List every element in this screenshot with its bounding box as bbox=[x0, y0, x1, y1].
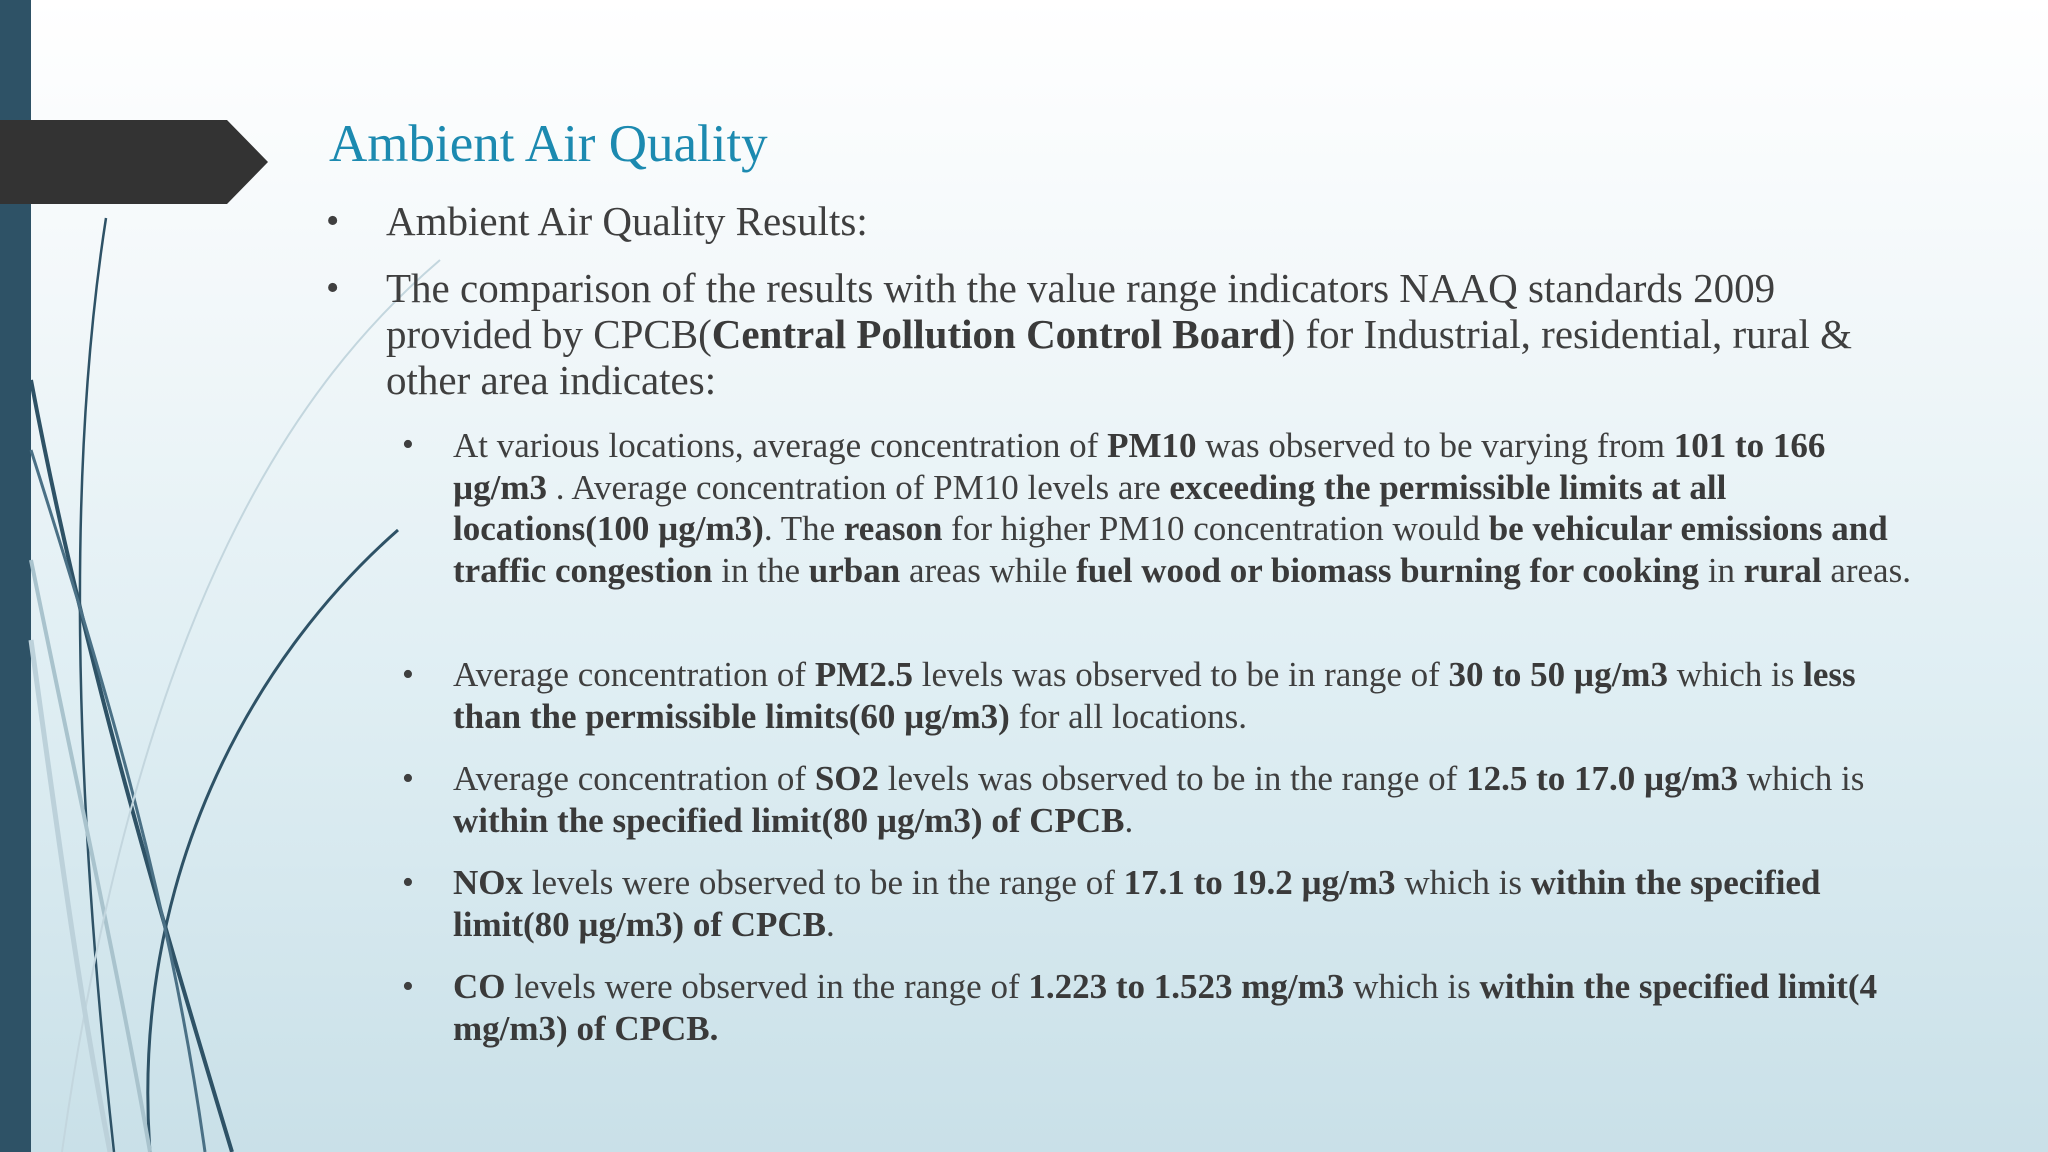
text-run: which is bbox=[1344, 967, 1480, 1006]
text-run: levels was observed to be in range of bbox=[912, 655, 1449, 694]
text-run: areas while bbox=[900, 550, 1077, 590]
sub-bullet-text bbox=[453, 654, 1913, 737]
text-run: levels were observed in the range of bbox=[505, 967, 1029, 1006]
text-run: for all locations. bbox=[1009, 696, 1247, 736]
sub-bullet-text bbox=[453, 862, 1863, 945]
bold-text-run: Central Pollution Control Board bbox=[711, 311, 1282, 357]
text-run: . bbox=[826, 904, 835, 944]
text-run: . The bbox=[763, 509, 844, 549]
text-run: levels were observed to be in the range of bbox=[523, 863, 1124, 902]
bold-text-run: 101 to 166 µg/m3 bbox=[453, 426, 1826, 507]
text-run: ) for Industrial, residential, rural & other area indicates: bbox=[386, 311, 1852, 403]
bullet-icon: • bbox=[402, 760, 414, 797]
bullet-icon: • bbox=[402, 968, 414, 1005]
text-run: levels was observed to be in the range of bbox=[879, 759, 1467, 798]
text-run: areas. bbox=[1821, 550, 1911, 590]
text-run: was observed to be varying from bbox=[1196, 426, 1674, 465]
main-bullet-text bbox=[386, 265, 1926, 403]
decorative-curve bbox=[31, 380, 232, 1152]
bold-text-run: within the specified limit(80 µg/m3) of CPCB bbox=[453, 863, 1821, 944]
bold-text-run: 12.5 to 17.0 µg/m3 bbox=[1466, 759, 1739, 798]
bold-text-run: CO bbox=[453, 967, 506, 1006]
bold-text-run: less than the permissible limits(60 µg/m3) bbox=[453, 655, 1856, 736]
main-bullet-text bbox=[386, 198, 2006, 244]
bold-text-run: SO2 bbox=[814, 759, 880, 798]
text-run: The comparison of the results with the value range indicators NAAQ standards 2009 provided by CPCB( bbox=[386, 265, 1776, 357]
text-run: which is bbox=[1667, 655, 1804, 694]
text-run: At various locations, average concentration of bbox=[453, 426, 1108, 465]
bold-text-run: within the specified limit(4 mg/m3) of CPCB. bbox=[453, 967, 1878, 1048]
bold-text-run: PM2.5 bbox=[814, 655, 913, 694]
sub-bullet-text bbox=[453, 758, 1893, 841]
bold-text-run: urban bbox=[808, 550, 901, 590]
bold-text-run: rural bbox=[1743, 550, 1822, 590]
text-run: for higher PM10 concentration would bbox=[942, 509, 1489, 549]
bold-text-run: fuel wood or biomass burning for cooking bbox=[1076, 550, 1700, 590]
bullet-icon: • bbox=[402, 656, 414, 693]
bold-text-run: exceeding the permissible limits at all locations(100 µg/m3) bbox=[453, 467, 1727, 549]
decorative-curve bbox=[31, 560, 150, 1152]
title-arrow-tab bbox=[0, 120, 268, 204]
bullet-icon: • bbox=[402, 426, 414, 463]
decorative-curve bbox=[31, 450, 205, 1152]
bold-text-run: 1.223 to 1.523 mg/m3 bbox=[1028, 967, 1345, 1006]
text-run: Average concentration of bbox=[453, 759, 815, 798]
text-run: Average concentration of bbox=[453, 655, 815, 694]
decorative-curve bbox=[62, 260, 440, 1152]
text-run: . Average concentration of PM10 levels are bbox=[547, 467, 1170, 507]
decorative-curve bbox=[31, 640, 110, 1152]
bold-text-run: 17.1 to 19.2 µg/m3 bbox=[1123, 863, 1396, 902]
left-accent-bar bbox=[0, 0, 31, 1152]
text-run: in bbox=[1699, 550, 1744, 590]
bullet-icon: • bbox=[326, 267, 340, 309]
sub-bullet-text bbox=[453, 425, 1928, 591]
text-run: which is bbox=[1395, 863, 1531, 902]
bold-text-run: PM10 bbox=[1107, 426, 1197, 465]
text-run: which is bbox=[1738, 759, 1865, 798]
bullet-icon: • bbox=[326, 200, 340, 242]
bullet-icon: • bbox=[402, 864, 414, 901]
decorative-curve bbox=[80, 218, 114, 1152]
text-run: in the bbox=[712, 550, 809, 590]
text-run: . bbox=[1124, 800, 1134, 840]
bold-text-run: be vehicular emissions and traffic congestion bbox=[453, 509, 1888, 590]
sub-bullet-text bbox=[453, 966, 1923, 1049]
bold-text-run: reason bbox=[843, 509, 943, 549]
bold-text-run: NOx bbox=[453, 863, 523, 902]
bold-text-run: within the specified limit(80 µg/m3) of CPCB bbox=[453, 800, 1125, 840]
bold-text-run: 30 to 50 µg/m3 bbox=[1448, 655, 1668, 694]
slide-title: Ambient Air Quality bbox=[329, 115, 768, 173]
decorative-curve bbox=[148, 530, 398, 1152]
text-run: Ambient Air Quality Results: bbox=[386, 198, 868, 244]
